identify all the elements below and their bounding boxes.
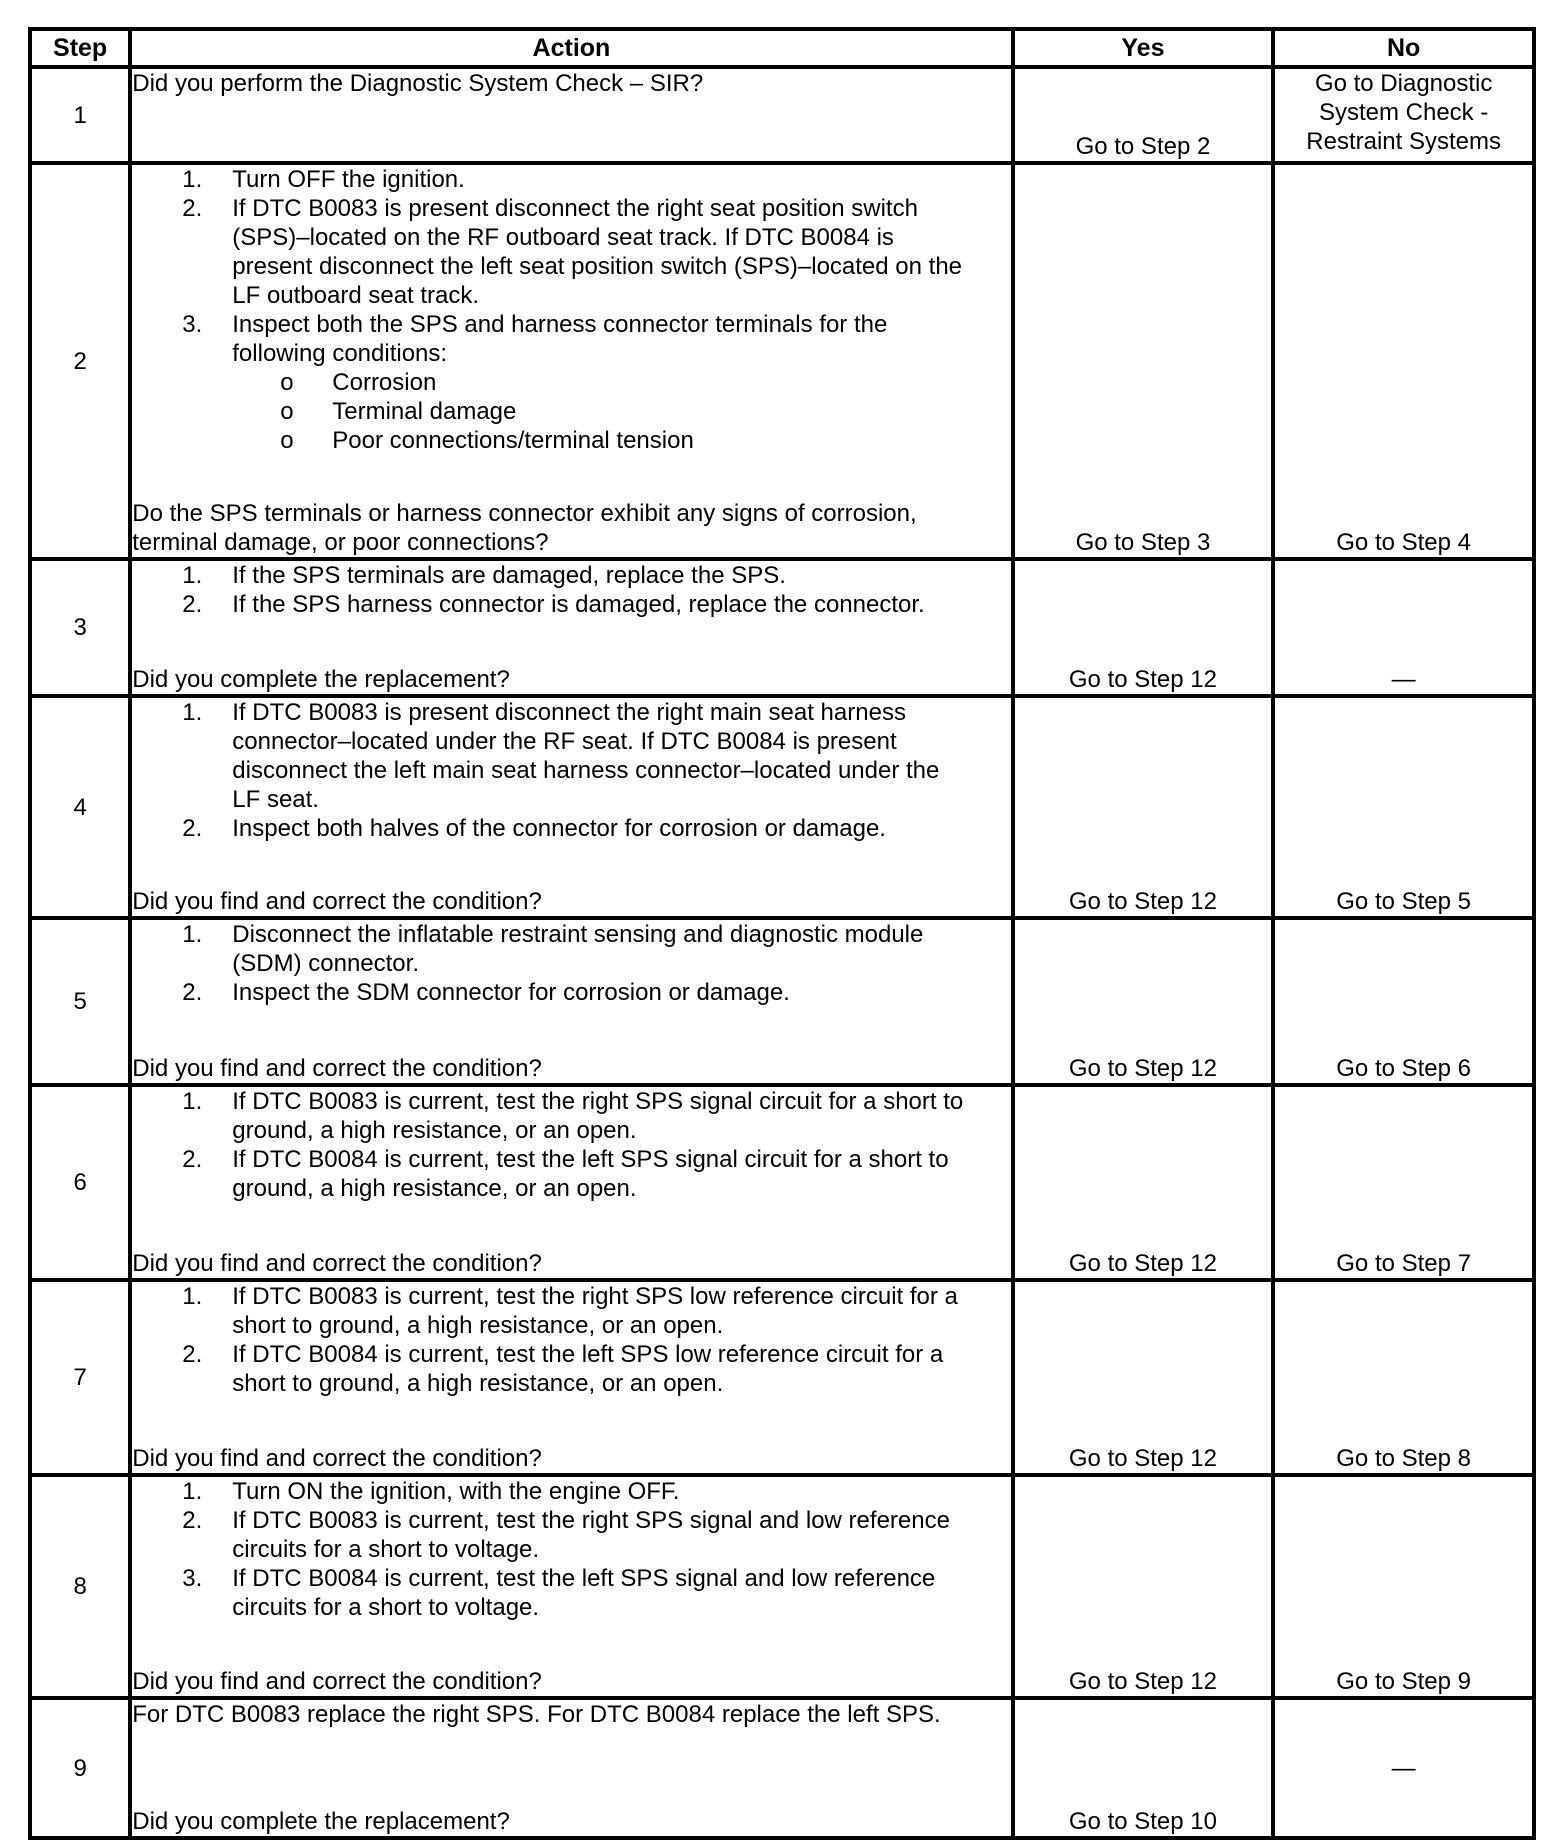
instruction-list <box>132 698 1010 843</box>
instruction-line: If DTC B0083 is present disconnect the right main seat harness <box>232 699 906 726</box>
action-question <box>132 1054 1010 1083</box>
item-number: 1. <box>182 921 203 948</box>
item-number: 1. <box>182 166 203 193</box>
step-number: 3 <box>30 559 130 696</box>
instruction-list <box>132 1282 1010 1398</box>
header-action: Action <box>130 29 1012 67</box>
instruction-line: Inspect both the SPS and harness connector terminals for the <box>232 311 888 338</box>
table-row <box>30 1475 1534 1698</box>
instruction-item <box>132 194 1010 310</box>
instruction-item <box>132 310 1010 455</box>
table-row <box>30 918 1534 1085</box>
action-cell <box>130 1475 1012 1698</box>
question-line: Did you find and correct the condition? <box>132 888 542 915</box>
instruction-item <box>132 1340 1010 1398</box>
no-result <box>1273 67 1534 163</box>
instruction-item <box>132 1506 1010 1564</box>
item-number: 2. <box>182 815 203 842</box>
no-result: Go to Step 4 <box>1273 163 1534 559</box>
no-result: Go to Step 8 <box>1273 1280 1534 1475</box>
question-line: Do the SPS terminals or harness connector exhibit any signs of corrosion, <box>132 500 917 527</box>
condition-list <box>232 368 1010 455</box>
instruction-line: Turn ON the ignition, with the engine OFF. <box>232 1478 680 1505</box>
instruction-item <box>132 1145 1010 1203</box>
table-row <box>30 1698 1534 1838</box>
instruction-line: circuits for a short to voltage. <box>232 1536 540 1563</box>
action-cell <box>130 163 1012 559</box>
action-instructions <box>132 698 1010 843</box>
no-result: Go to Step 9 <box>1273 1475 1534 1698</box>
bullet-icon: o <box>280 398 294 425</box>
question-line: Did you find and correct the condition? <box>132 1668 542 1695</box>
action-content <box>132 1477 1010 1696</box>
instruction-line: ground, a high resistance, or an open. <box>232 1117 637 1144</box>
instruction-line: LF seat. <box>232 786 319 813</box>
item-number: 1. <box>182 562 203 589</box>
item-number: 2. <box>182 195 203 222</box>
table-row <box>30 163 1534 559</box>
action-instructions <box>132 561 1010 619</box>
action-cell <box>130 696 1012 918</box>
action-question <box>132 887 1010 916</box>
instruction-line: Inspect both halves of the connector for corrosion or damage. <box>232 815 886 842</box>
question-line: Did you find and correct the condition? <box>132 1055 542 1082</box>
item-number: 3. <box>182 311 203 338</box>
instruction-line: (SPS)–located on the RF outboard seat track. If DTC B0084 is <box>232 224 894 251</box>
action-content <box>132 1282 1010 1473</box>
condition-text: Terminal damage <box>332 398 517 425</box>
action-question <box>132 1249 1010 1278</box>
action-content <box>132 698 1010 916</box>
instruction-line: Turn OFF the ignition. <box>232 166 465 193</box>
instruction-item <box>132 1282 1010 1340</box>
yes-result: Go to Step 12 <box>1013 918 1274 1085</box>
step-number: 7 <box>30 1280 130 1475</box>
condition-text: Corrosion <box>332 369 437 396</box>
yes-result: Go to Step 12 <box>1013 559 1274 696</box>
condition-item <box>232 426 1010 455</box>
yes-result: Go to Step 2 <box>1013 67 1274 163</box>
instruction-line: Inspect the SDM connector for corrosion or damage. <box>232 979 790 1006</box>
instruction-list <box>132 165 1010 455</box>
action-question <box>132 1444 1010 1473</box>
item-number: 1. <box>182 1088 203 1115</box>
instruction-line: If DTC B0084 is current, test the left SPS signal and low reference <box>232 1565 936 1592</box>
instruction-line: If DTC B0084 is current, test the left SPS low reference circuit for a <box>232 1341 944 1368</box>
action-instructions <box>132 165 1010 455</box>
table-row <box>30 559 1534 696</box>
instruction-line: disconnect the left main seat harness connector–located under the <box>232 757 940 784</box>
condition-item <box>232 368 1010 397</box>
question-line: terminal damage, or poor connections? <box>132 529 549 556</box>
no-result: Go to Step 6 <box>1273 918 1534 1085</box>
header-no: No <box>1273 29 1534 67</box>
yes-result: Go to Step 10 <box>1013 1698 1274 1838</box>
action-cell <box>130 1280 1012 1475</box>
instruction-line: connector–located under the RF seat. If DTC B0084 is present <box>232 728 897 755</box>
action-content <box>132 165 1010 557</box>
instruction-item <box>132 561 1010 590</box>
item-number: 1. <box>182 1283 203 1310</box>
action-text: For DTC B0083 replace the right SPS. For DTC B0084 replace the left SPS. <box>132 1701 941 1728</box>
step-number: 6 <box>30 1085 130 1280</box>
action-cell <box>130 1085 1012 1280</box>
item-number: 1. <box>182 1478 203 1505</box>
action-content <box>132 1087 1010 1278</box>
bullet-icon: o <box>280 369 294 396</box>
step-number: 1 <box>30 67 130 163</box>
bullet-icon: o <box>280 427 294 454</box>
instruction-item <box>132 1564 1010 1622</box>
step-number: 2 <box>30 163 130 559</box>
instruction-list <box>132 920 1010 1007</box>
instruction-line: present disconnect the left seat position switch (SPS)–located on the <box>232 253 963 280</box>
step-number: 4 <box>30 696 130 918</box>
action-instructions <box>132 1477 1010 1622</box>
instruction-item <box>132 920 1010 978</box>
item-number: 2. <box>182 1507 203 1534</box>
action-content <box>132 920 1010 1083</box>
yes-result: Go to Step 12 <box>1013 1280 1274 1475</box>
item-number: 2. <box>182 1341 203 1368</box>
no-result-line: Restraint Systems <box>1306 128 1501 155</box>
instruction-line: ground, a high resistance, or an open. <box>232 1175 637 1202</box>
instruction-line: If DTC B0083 is current, test the right SPS low reference circuit for a <box>232 1283 958 1310</box>
instruction-item <box>132 1477 1010 1506</box>
yes-result: Go to Step 12 <box>1013 1475 1274 1698</box>
instruction-item <box>132 698 1010 814</box>
action-content <box>132 1700 1010 1836</box>
no-result: Go to Step 5 <box>1273 696 1534 918</box>
step-number: 5 <box>30 918 130 1085</box>
instruction-line: short to ground, a high resistance, or an open. <box>232 1370 724 1397</box>
instruction-list <box>132 1087 1010 1203</box>
item-number: 1. <box>182 699 203 726</box>
action-instructions <box>132 1700 1010 1729</box>
question-line: Did you complete the replacement? <box>132 1808 510 1835</box>
step-number: 8 <box>30 1475 130 1698</box>
item-number: 2. <box>182 1146 203 1173</box>
table-row <box>30 1280 1534 1475</box>
action-cell <box>130 1698 1012 1838</box>
no-result: — <box>1273 1698 1534 1838</box>
yes-result: Go to Step 3 <box>1013 163 1274 559</box>
action-question <box>132 1667 1010 1696</box>
instruction-line: If DTC B0083 is current, test the right SPS signal circuit for a short to <box>232 1088 964 1115</box>
question-line: Did you complete the replacement? <box>132 666 510 693</box>
action-question <box>132 499 1010 557</box>
action-cell <box>130 918 1012 1085</box>
action-question <box>132 1807 1010 1836</box>
yes-result: Go to Step 12 <box>1013 1085 1274 1280</box>
instruction-line: LF outboard seat track. <box>232 282 480 309</box>
instruction-line: circuits for a short to voltage. <box>232 1594 540 1621</box>
item-number: 2. <box>182 591 203 618</box>
instruction-item <box>132 978 1010 1007</box>
instruction-line: If the SPS harness connector is damaged, replace the connector. <box>232 591 925 618</box>
condition-item <box>232 397 1010 426</box>
action-instructions <box>132 1282 1010 1398</box>
header-row <box>30 29 1534 67</box>
item-number: 3. <box>182 1565 203 1592</box>
item-number: 2. <box>182 979 203 1006</box>
no-result-line: System Check - <box>1318 99 1489 126</box>
instruction-list <box>132 561 1010 619</box>
action-cell <box>130 559 1012 696</box>
instruction-line: If DTC B0083 is present disconnect the right seat position switch <box>232 195 918 222</box>
instruction-list <box>132 1477 1010 1622</box>
step-number: 9 <box>30 1698 130 1838</box>
condition-text: Poor connections/terminal tension <box>332 427 694 454</box>
question-line: Did you find and correct the condition? <box>132 1445 542 1472</box>
no-result: — <box>1273 559 1534 696</box>
action-question <box>132 665 1010 694</box>
instruction-line: (SDM) connector. <box>232 950 419 977</box>
header-step: Step <box>30 29 130 67</box>
instruction-line: following conditions: <box>232 340 448 367</box>
action-content <box>132 561 1010 694</box>
question-line: Did you find and correct the condition? <box>132 1250 542 1277</box>
instruction-line: If DTC B0084 is current, test the left SPS signal circuit for a short to <box>232 1146 949 1173</box>
no-result: Go to Step 7 <box>1273 1085 1534 1280</box>
action-instructions <box>132 920 1010 1007</box>
instruction-line: If the SPS terminals are damaged, replace the SPS. <box>232 562 786 589</box>
action-text: Did you perform the Diagnostic System Check – SIR? <box>132 70 704 97</box>
action-cell <box>130 67 1012 163</box>
instruction-item <box>132 814 1010 843</box>
action-instructions <box>132 1087 1010 1203</box>
instruction-item <box>132 165 1010 194</box>
action-content <box>132 69 1010 161</box>
header-yes: Yes <box>1013 29 1274 67</box>
instruction-item <box>132 590 1010 619</box>
no-result-line: Go to Diagnostic <box>1314 70 1493 97</box>
instruction-line: short to ground, a high resistance, or an open. <box>232 1312 724 1339</box>
table-row <box>30 1085 1534 1280</box>
action-instructions <box>132 69 1010 98</box>
instruction-line: If DTC B0083 is current, test the right SPS signal and low reference <box>232 1507 950 1534</box>
table-row <box>30 67 1534 163</box>
instruction-line: Disconnect the inflatable restraint sensing and diagnostic module <box>232 921 924 948</box>
table-row <box>30 696 1534 918</box>
yes-result: Go to Step 12 <box>1013 696 1274 918</box>
instruction-item <box>132 1087 1010 1145</box>
diagnostic-table <box>28 27 1536 1840</box>
